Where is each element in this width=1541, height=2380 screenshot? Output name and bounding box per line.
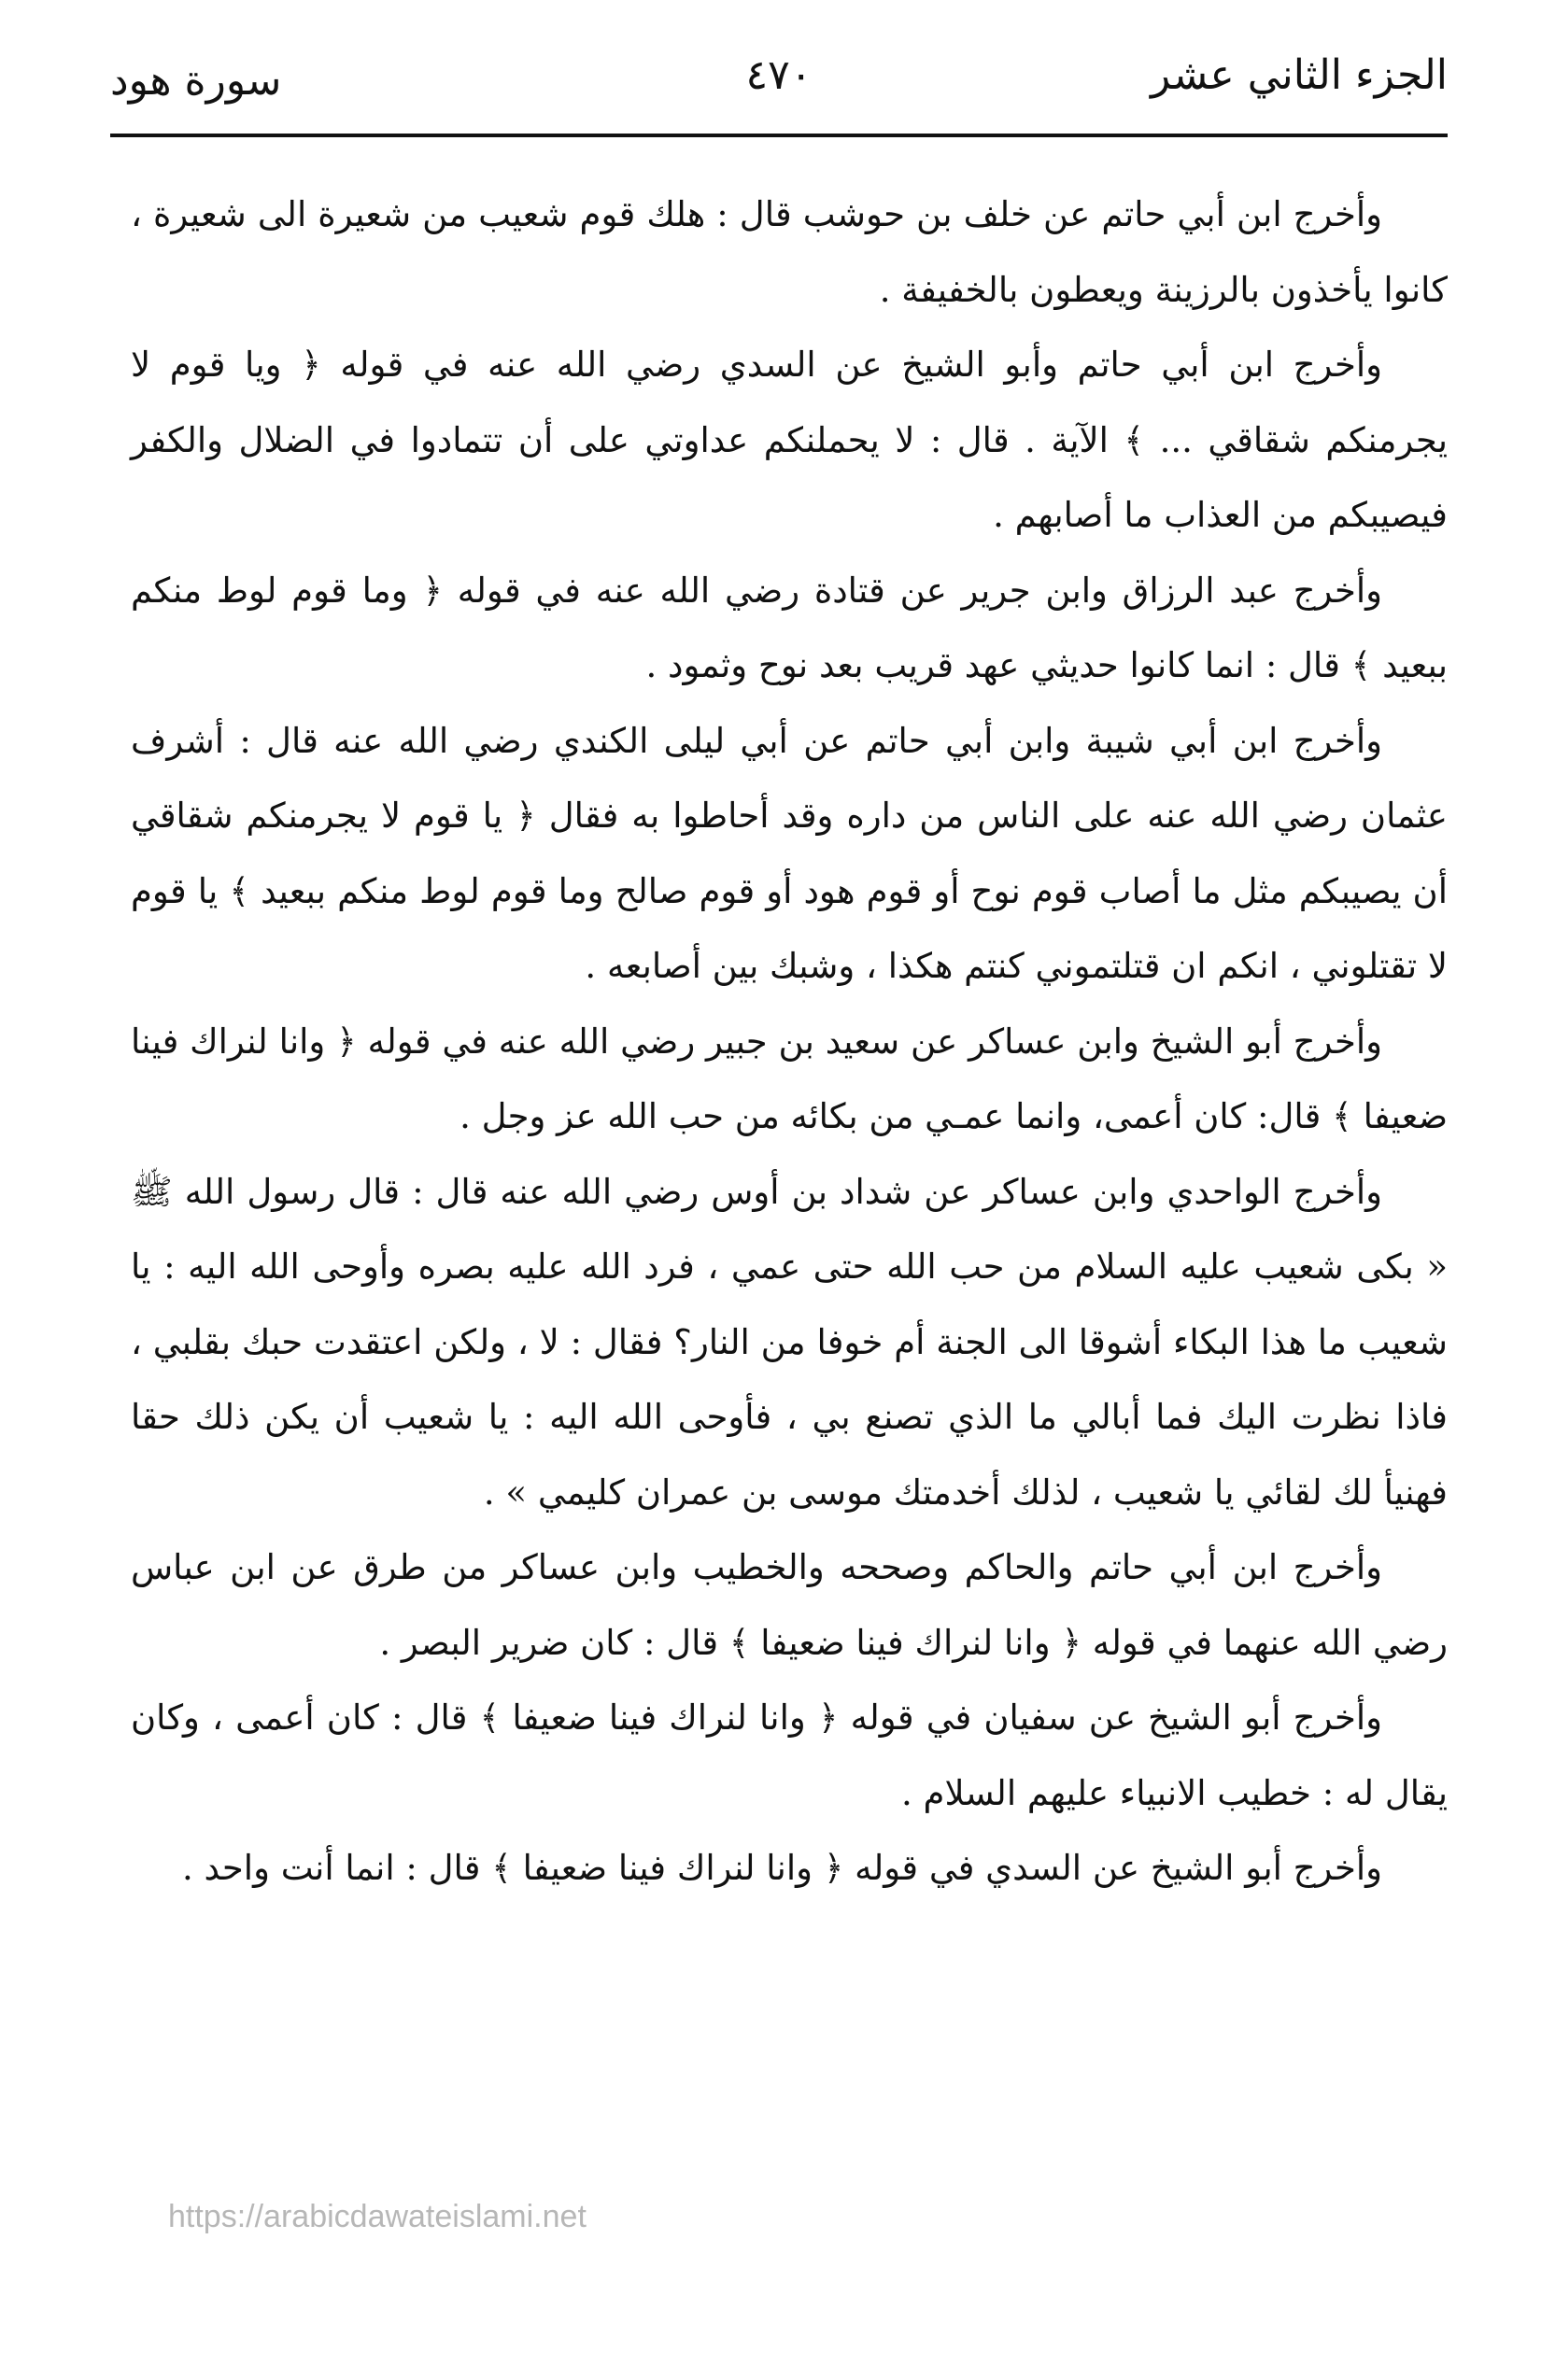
paragraph: وأخرج الواحدي وابن عساكر عن شداد بن أوس رضي الله عنه قال : قال رسول الله ﷺ « بكى شعيب عليه السلام من حب الله حتى عمي ، فرد الله عليه بصره وأوحى الله اليه : يا شعيب ما هذا البكاء أشوقا الى الجنة أم خوفا من النار؟ فقال : لا ، ولكن اعتقدت حبك بقلبي ، فاذا نظرت اليك فما أبالي ما الذي تصنع بي ، فأوحى الله اليه : يا شعيب أن يكن ذلك حقا فهنيأ لك لقائي يا شعيب ، لذلك أخدمتك موسى بن عمران كليمي » . [131, 1171, 1448, 1513]
watermark-url: https://arabicdawateislami.net [168, 2199, 587, 2234]
part-title: الجزء الثاني عشر [1151, 51, 1448, 99]
paragraph: وأخرج ابن أبي حاتم وأبو الشيخ عن السدي رضي الله عنه في قوله ﴿ ويا قوم لا يجرمنكم شقاقي ... ﴾ الآية . قال : لا يحملنكم عداوتي على أن تتمادوا في الضلال والكفر فيصيبكم من العذاب ما أصابهم . [131, 345, 1448, 535]
paragraph: وأخرج أبو الشيخ عن سفيان في قوله ﴿ وانا لنراك فينا ضعيفا ﴾ قال : كان أعمى ، وكان يقال له : خطيب الانبياء عليهم السلام . [131, 1697, 1448, 1813]
paragraph: وأخرج عبد الرزاق وابن جرير عن قتادة رضي الله عنه في قوله ﴿ وما قوم لوط منكم ببعيد ﴾ قال : انما كانوا حديثي عهد قريب بعد نوح وثمود . [131, 570, 1448, 685]
paragraph: وأخرج ابن أبي شيبة وابن أبي حاتم عن أبي ليلى الكندي رضي الله عنه قال : أشرف عثمان رضي الله عنه على الناس من داره وقد أحاطوا به فقال ﴿ يا قوم لا يجرمنكم شقاقي أن يصيبكم مثل ما أصاب قوم نوح أو قوم هود أو قوم صالح وما قوم لوط منكم ببعيد ﴾ يا قوم لا تقتلوني ، انكم ان قتلتموني كنتم هكذا ، وشبك بين أصابعه . [131, 720, 1448, 986]
page-header [110, 51, 1448, 126]
paragraph: وأخرج ابن أبي حاتم والحاكم وصححه والخطيب وابن عساكر من طرق عن ابن عباس رضي الله عنهما في قوله ﴿ وانا لنراك فينا ضعيفا ﴾ قال : كان ضرير البصر . [131, 1547, 1448, 1663]
page-body [131, 177, 1448, 1907]
paragraph: وأخرج أبو الشيخ عن السدي في قوله ﴿ وانا لنراك فينا ضعيفا ﴾ قال : انما أنت واحد . [181, 1848, 1382, 1888]
page-number: ٤٧٠ [745, 51, 813, 99]
paragraph: وأخرج ابن أبي حاتم عن خلف بن حوشب قال : هلك قوم شعيب من شعيرة الى شعيرة ، كانوا يأخذون بالرزينة ويعطون بالخفيفة . [131, 194, 1448, 310]
header-rule [110, 134, 1448, 137]
paragraph: وأخرج أبو الشيخ وابن عساكر عن سعيد بن جبير رضي الله عنه في قوله ﴿ وانا لنراك فينا ضعيفا ﴾ قال: كان أعمى، وانما عمـي من بكائه من حب الله عز وجل . [131, 1021, 1448, 1136]
surah-title: سورة هود [110, 57, 282, 105]
